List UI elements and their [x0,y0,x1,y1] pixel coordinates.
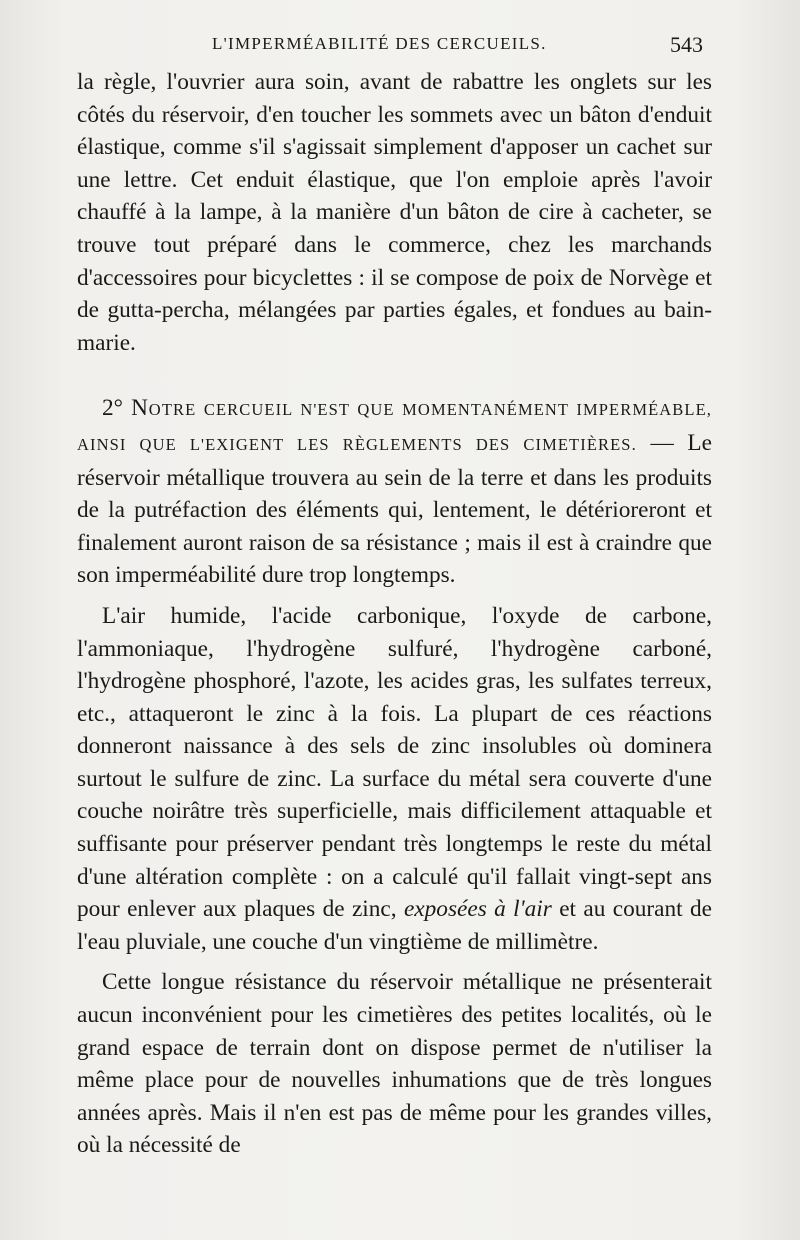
section-body: — Le réservoir métallique trouvera au sein de la terre et dans les produits de la putréfaction des éléments qui, lentement, le détérioreront et finalement auront raison de sa résistance ; mais il est à craindre que son imperméabilité dure trop longtemps. [77,429,712,589]
page-header [0,32,800,62]
emphasized-phrase: exposées à l'air [403,896,552,923]
paragraph-3-text-b: et au courant de l'eau pluviale, une couche d'un vingtième de millimètre. [77,896,713,955]
section-number: 2° [102,395,123,422]
section-heading-rest: OTRE CERCUEIL N'EST QUE MOMENTANÉMENT IMPERMÉABLE, AINSI QUE L'EXIGENT LES RÈGLEMENTS DES CIMETIÈRES. [77,400,712,454]
body-text [77,66,712,1162]
paragraph-3 [77,600,712,959]
paragraph-4: Cette longue résistance du réservoir métallique ne présenterait aucun inconvénient pour les cimetières des petites localités, où le grand espace de terrain dont on dispose permet de n'utiliser la même place pour de nouvelles inhumations que de très longues années après. Mais il n'en est pas de même pour les grandes villes, où la nécessité de [77,969,712,1159]
paragraph-spacer [77,592,712,600]
running-title: L'IMPERMÉABILITÉ DES CERCUEILS. [212,34,547,53]
paragraph-3-text-a: L'air humide, l'acide carbonique, l'oxyde de carbone, l'ammoniaque, l'hydrogène sulfuré, l'hydrogène carboné, l'hydrogène phosphoré, l'azote, les acides gras, les sulfates terreux, etc., attaqueront le zinc à la fois. La plupart de ces réactions donneront naissance à des sels de zinc insolubles où dominera surtout le sulfure de zinc. La surface du métal sera couverte d'une couche noirâtre très superficielle, mais difficilement attaquable et suffisante pour préserver pendant très longtemps le reste du métal d'une altération complète : on a calculé qu'il fallait vingt-sept ans pour enlever aux plaques de zinc, [77,602,712,923]
paragraph-1: la règle, l'ouvrier aura soin, avant de rabattre les onglets sur les côtés du réservoir, d'en toucher les sommets avec un bâton d'enduit élastique, comme s'il s'agissait simplement d'apposer un cachet sur une lettre. Cet enduit élastique, que l'on emploie après l'avoir chauffé à la lampe, à la manière d'un bâton de cire à cacheter, se trouve tout préparé dans le commerce, chez les marchands d'accessoires pour bicyclettes : il se compose de poix de Norvège et de gutta-percha, mélangées par parties égales, et fondues au bain-marie. [77,69,712,356]
page-number: 543 [670,32,703,57]
section-heading-initial: N [131,395,149,422]
section-heading [77,395,712,456]
paragraph-spacer [77,958,712,966]
paragraph-2 [77,392,712,592]
section-spacer [77,359,712,392]
